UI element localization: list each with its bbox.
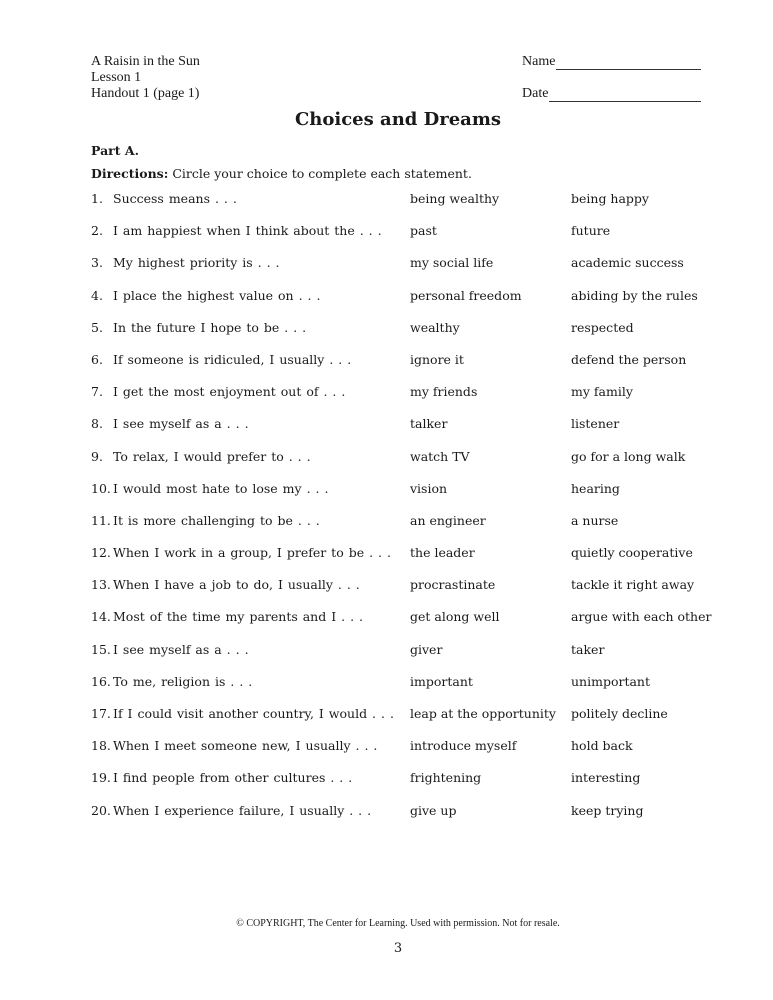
choice-a[interactable]: vision [410,480,448,496]
part-heading: Part A. [91,143,139,158]
directions-text: Circle your choice to complete each statement. [168,166,472,181]
item-number: 9. [91,448,103,464]
choice-b[interactable]: academic success [571,255,684,271]
choice-a[interactable]: giver [410,641,443,657]
lesson-label: Lesson 1 [91,70,142,85]
choice-b[interactable]: my family [571,384,633,400]
item-number: 10. [91,480,111,496]
choice-a[interactable]: the leader [410,545,475,561]
item-statement: I get the most enjoyment out of . . . [113,384,346,400]
item-statement: When I have a job to do, I usually . . . [113,577,360,593]
choice-b[interactable]: unimportant [571,673,651,689]
choice-a[interactable]: ignore it [410,351,464,367]
item-statement: Most of the time my parents and I . . . [113,609,363,625]
choice-b[interactable]: interesting [571,770,641,786]
choice-a[interactable]: wealthy [410,319,460,335]
choice-a[interactable]: personal freedom [410,287,522,303]
item-number: 18. [91,738,111,754]
choice-a[interactable]: procrastinate [410,577,496,593]
item-number: 20. [91,802,111,818]
list-item [91,577,731,609]
item-number: 19. [91,770,111,786]
handout-label: Handout 1 (page 1) [91,86,200,101]
item-statement: I would most hate to lose my . . . [113,480,329,496]
choice-a[interactable]: being wealthy [410,191,500,206]
list-item [91,191,731,223]
choice-a[interactable]: watch TV [410,448,470,464]
item-statement: When I work in a group, I prefer to be . . . [113,545,391,561]
item-statement: To me, religion is . . . [113,673,253,689]
item-statement: I place the highest value on . . . [113,287,321,303]
item-statement: If I could visit another country, I would . . . [113,706,394,721]
list-item [91,352,731,384]
item-statement: When I meet someone new, I usually . . . [113,738,378,754]
item-number: 4. [91,287,103,303]
choice-a[interactable]: get along well [410,609,500,625]
date-blank[interactable] [549,89,701,102]
choice-a[interactable]: give up [410,802,457,818]
choice-b[interactable]: hold back [571,738,633,754]
page-title: Choices and Dreams [294,109,502,130]
item-number: 15. [91,641,111,657]
choice-b[interactable]: argue with each other [571,609,712,625]
item-number: 11. [91,512,111,528]
choice-a[interactable]: introduce myself [410,738,517,754]
name-blank[interactable] [556,57,701,70]
item-number: 6. [91,351,103,367]
item-number: 12. [91,545,111,561]
statement-list [91,191,731,835]
choice-b[interactable]: future [571,223,611,239]
name-label: Name [522,54,556,69]
choice-b[interactable]: keep trying [571,802,644,818]
directions-label: Directions: [91,166,169,181]
choice-b[interactable]: defend the person [571,351,687,367]
choice-a[interactable]: past [410,223,437,239]
item-statement: To relax, I would prefer to . . . [113,448,311,464]
choice-b[interactable]: quietly cooperative [571,545,693,561]
list-item [91,706,731,738]
list-item [91,674,731,706]
list-item [91,545,731,577]
header-info [91,54,200,102]
choice-b[interactable]: taker [571,641,605,657]
item-number: 14. [91,609,111,625]
choice-b[interactable]: listener [571,416,620,432]
item-statement: I see myself as a . . . [113,641,249,657]
item-number: 5. [91,319,103,335]
list-item [91,803,731,835]
copyright-notice: © COPYRIGHT, The Center for Learning. Used with permission. Not for resale. [236,918,560,929]
choice-a[interactable]: my friends [410,384,478,400]
list-item [91,738,731,770]
list-item [91,642,731,674]
list-item [91,481,731,513]
directions [91,166,472,181]
item-statement: My highest priority is . . . [113,255,280,271]
list-item [91,609,731,641]
item-number: 2. [91,223,103,239]
list-item [91,416,731,448]
list-item [91,320,731,352]
choice-b[interactable]: respected [571,319,634,335]
item-number: 3. [91,255,103,271]
item-number: 1. [91,191,103,206]
choice-b[interactable]: being happy [571,191,649,206]
item-statement: It is more challenging to be . . . [113,512,320,528]
date-field[interactable] [522,86,701,102]
item-statement: In the future I hope to be . . . [113,319,307,335]
choice-a[interactable]: talker [410,416,448,432]
choice-b[interactable]: go for a long walk [571,448,686,464]
list-item [91,770,731,802]
item-statement: When I experience failure, I usually . . . [113,802,372,818]
choice-a[interactable]: important [410,673,473,689]
choice-a[interactable]: my social life [410,255,494,271]
item-statement: If someone is ridiculed, I usually . . . [113,351,352,367]
list-item [91,513,731,545]
choice-b[interactable]: politely decline [571,706,668,721]
item-statement: I am happiest when I think about the . . . [113,223,382,239]
item-number: 13. [91,577,111,593]
item-statement: Success means . . . [113,191,237,206]
item-number: 8. [91,416,103,432]
list-item [91,384,731,416]
choice-b[interactable]: abiding by the rules [571,287,698,303]
list-item [91,223,731,255]
item-statement: I find people from other cultures . . . [113,770,353,786]
choice-b[interactable]: tackle it right away [571,577,695,593]
item-statement: I see myself as a . . . [113,416,249,432]
choice-b[interactable]: a nurse [571,512,619,528]
item-number: 7. [91,384,103,400]
item-number: 17. [91,706,111,721]
name-field[interactable] [522,54,701,70]
book-title: A Raisin in the Sun [91,54,200,69]
item-number: 16. [91,673,111,689]
choice-a[interactable]: leap at the opportunity [410,706,556,721]
date-label: Date [522,86,549,101]
list-item [91,288,731,320]
list-item [91,255,731,287]
choice-b[interactable]: hearing [571,480,620,496]
choice-a[interactable]: an engineer [410,512,486,528]
list-item [91,449,731,481]
page-number: 3 [393,941,403,956]
choice-a[interactable]: frightening [410,770,482,786]
